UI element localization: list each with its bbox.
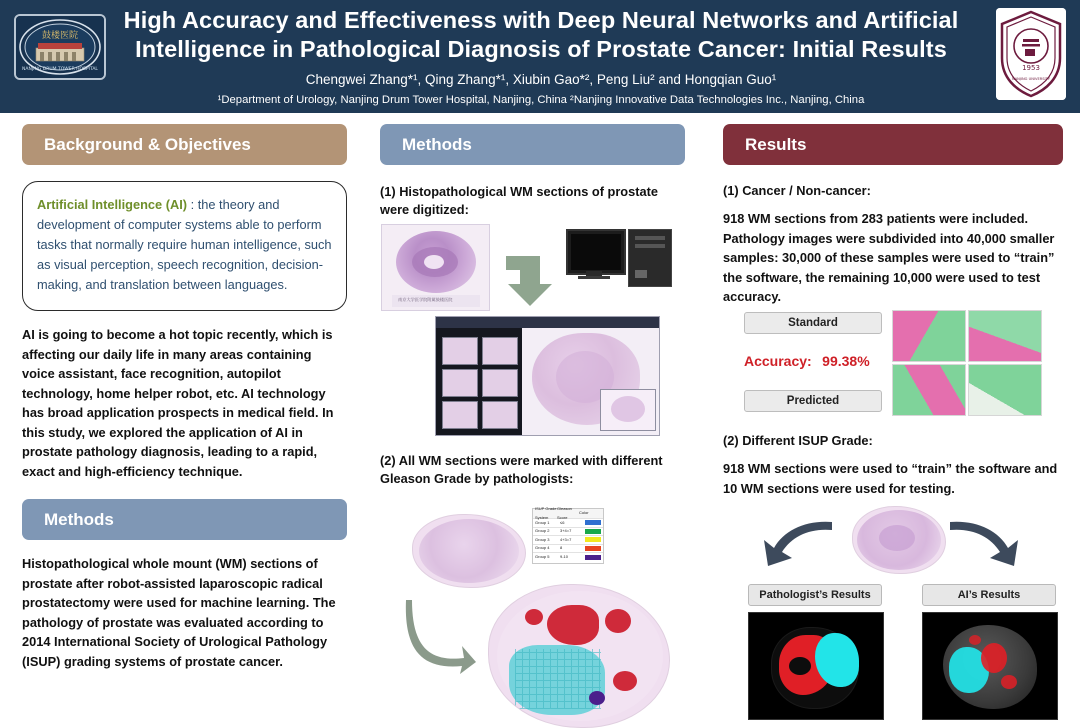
predicted-pill xyxy=(744,390,882,412)
legend-header-gleason: Gleason Score xyxy=(557,506,572,520)
legend-swatch xyxy=(585,555,601,560)
accuracy-value: 99.38% xyxy=(822,353,870,369)
section-heading-methods: Methods xyxy=(380,124,685,165)
segmentation-patch-top-left xyxy=(892,310,966,362)
result-2-title: (2) Different ISUP Grade: xyxy=(723,433,873,448)
ai-results-label-wrap xyxy=(922,584,1056,606)
legend-swatch xyxy=(585,546,601,551)
svg-text:NANJING DRUM TOWER HOSPITAL: NANJING DRUM TOWER HOSPITAL xyxy=(22,67,98,72)
standard-label: Standard xyxy=(744,312,882,334)
column-results xyxy=(723,124,1063,307)
affiliations: ¹Department of Urology, Nanjing Drum Tower Hospital, Nanjing, China ²Nanjing Innovative Data Technologies Inc., Nanjing, China xyxy=(217,94,865,106)
poster-title-line-1: High Accuracy and Effectiveness with Deep Neural Networks and Artificial xyxy=(123,7,959,33)
legend-group: Group 3 xyxy=(535,536,550,542)
ai-definition-callout xyxy=(22,181,347,311)
section-heading-methods-left: Methods xyxy=(22,499,347,540)
ai-results-label: AI’s Results xyxy=(922,584,1056,606)
column-methods xyxy=(380,124,685,219)
segmentation-patch-bottom-right xyxy=(968,364,1042,416)
standard-pill xyxy=(744,312,882,334)
university-logo-year: 1953 xyxy=(1022,64,1040,72)
legend-group: Group 4 xyxy=(535,545,550,550)
svg-text:NANJING UNIVERSITY: NANJING UNIVERSITY xyxy=(1012,77,1050,81)
section-heading-background: Background & Objectives xyxy=(22,124,347,165)
arrow-to-scanner-icon xyxy=(500,250,560,317)
segmentation-patch-top-right xyxy=(968,310,1042,362)
test-wm-section-image xyxy=(852,506,946,574)
pathologist-results-label: Pathologist’s Results xyxy=(748,584,882,606)
accuracy-label: Accuracy: xyxy=(744,353,812,369)
university-logo-icon xyxy=(996,8,1066,100)
legend-score: 3+4=7 xyxy=(560,528,572,533)
section-heading-results: Results xyxy=(723,124,1063,165)
accuracy-readout xyxy=(744,353,870,371)
arrow-to-annotated-map-icon xyxy=(404,596,478,683)
legend-group: Group 1 xyxy=(535,519,550,525)
svg-text:鼓楼医院: 鼓楼医院 xyxy=(41,31,79,41)
result-1-title: (1) Cancer / Non-cancer: xyxy=(723,183,871,198)
methods-step-1-label: (1) Histopathological WM sections of prostate were digitized: xyxy=(380,184,658,217)
ai-result-image xyxy=(922,612,1058,720)
predicted-label: Predicted xyxy=(744,390,882,412)
poster-header xyxy=(0,0,1080,113)
arrow-to-pathologist-icon xyxy=(762,518,836,577)
segmentation-patch-bottom-left xyxy=(892,364,966,416)
legend-score: 9-10 xyxy=(560,554,569,559)
result-2-text: 918 WM sections were used to “train” the software and 10 WM sections were used for testing. xyxy=(723,461,1058,496)
legend-header-color: Color xyxy=(579,510,589,516)
pathologist-results-label-wrap xyxy=(748,584,882,606)
scanner-workstation-photo xyxy=(566,229,678,296)
pathologist-result-image xyxy=(748,612,884,720)
legend-swatch xyxy=(585,529,601,534)
methods-paragraph-left: Histopathological whole mount (WM) sections of prostate after robot-assisted laparoscopic radical prostatectomy were used for machine learning. The pathology of prostate was evaluated according to 2014 International Society of Urological Pathology (ISUP) grading systems of prostate cancer. xyxy=(22,556,336,669)
result-1-text: 918 WM sections from 283 patients were included. Pathology images were subdivided into 40,000 smaller samples: 30,000 of these samples were used to “train” the software, the remaining 10,000 were used to test accuracy. xyxy=(723,211,1055,304)
wm-section-photo: 南京大学医学院附属鼓楼医院 xyxy=(381,224,490,311)
result-2-block xyxy=(723,432,1063,498)
background-paragraph: AI is going to become a hot topic recently, which is affecting our daily life in many areas containing voice assistant, face recognition, autopilot technology, home helper robot, etc. AI technology has broad application prospects in medical field. In this study, we explored the application of AI in prostate pathology diagnosis, leading to a rapid, exact and high-efficiency technique. xyxy=(22,327,334,479)
hospital-logo-icon xyxy=(14,14,106,80)
ai-definition-text: : the theory and development of computer systems able to perform tasks that normally require human intelligence, such as visual perception, speech recognition, decision-making, and translation between languages. xyxy=(37,197,332,292)
legend-group: Group 5 xyxy=(535,554,550,559)
arrow-to-ai-icon xyxy=(946,518,1020,577)
methods-step-2-wrap xyxy=(380,452,685,488)
legend-swatch xyxy=(585,520,601,525)
header-text-block xyxy=(108,6,974,108)
legend-group: Group 2 xyxy=(535,528,550,533)
methods-step-2-label: (2) All WM sections were marked with different Gleason Grade by pathologists: xyxy=(380,453,663,486)
legend-score: 8 xyxy=(560,545,563,550)
gleason-legend xyxy=(532,508,604,564)
ai-term-label: Artificial Intelligence (AI) xyxy=(37,197,188,212)
legend-header-isup: ISUP Grade System xyxy=(535,506,557,520)
poster-title-line-2: Intelligence in Pathological Diagnosis of Prostate Cancer: Initial Results xyxy=(135,36,947,62)
author-list: Chengwei Zhang*¹, Qing Zhang*¹, Xiubin Gao*², Peng Liu² and Hongqian Guo¹ xyxy=(305,72,777,87)
legend-score: 4+3=7 xyxy=(560,536,572,542)
unmarked-wm-section-image xyxy=(412,514,526,588)
legend-swatch xyxy=(585,537,601,542)
whole-slide-viewer-screenshot xyxy=(435,316,660,436)
column-background-objectives xyxy=(22,124,347,671)
legend-score: ≤6 xyxy=(560,519,565,525)
annotated-gleason-map-image xyxy=(488,584,670,728)
